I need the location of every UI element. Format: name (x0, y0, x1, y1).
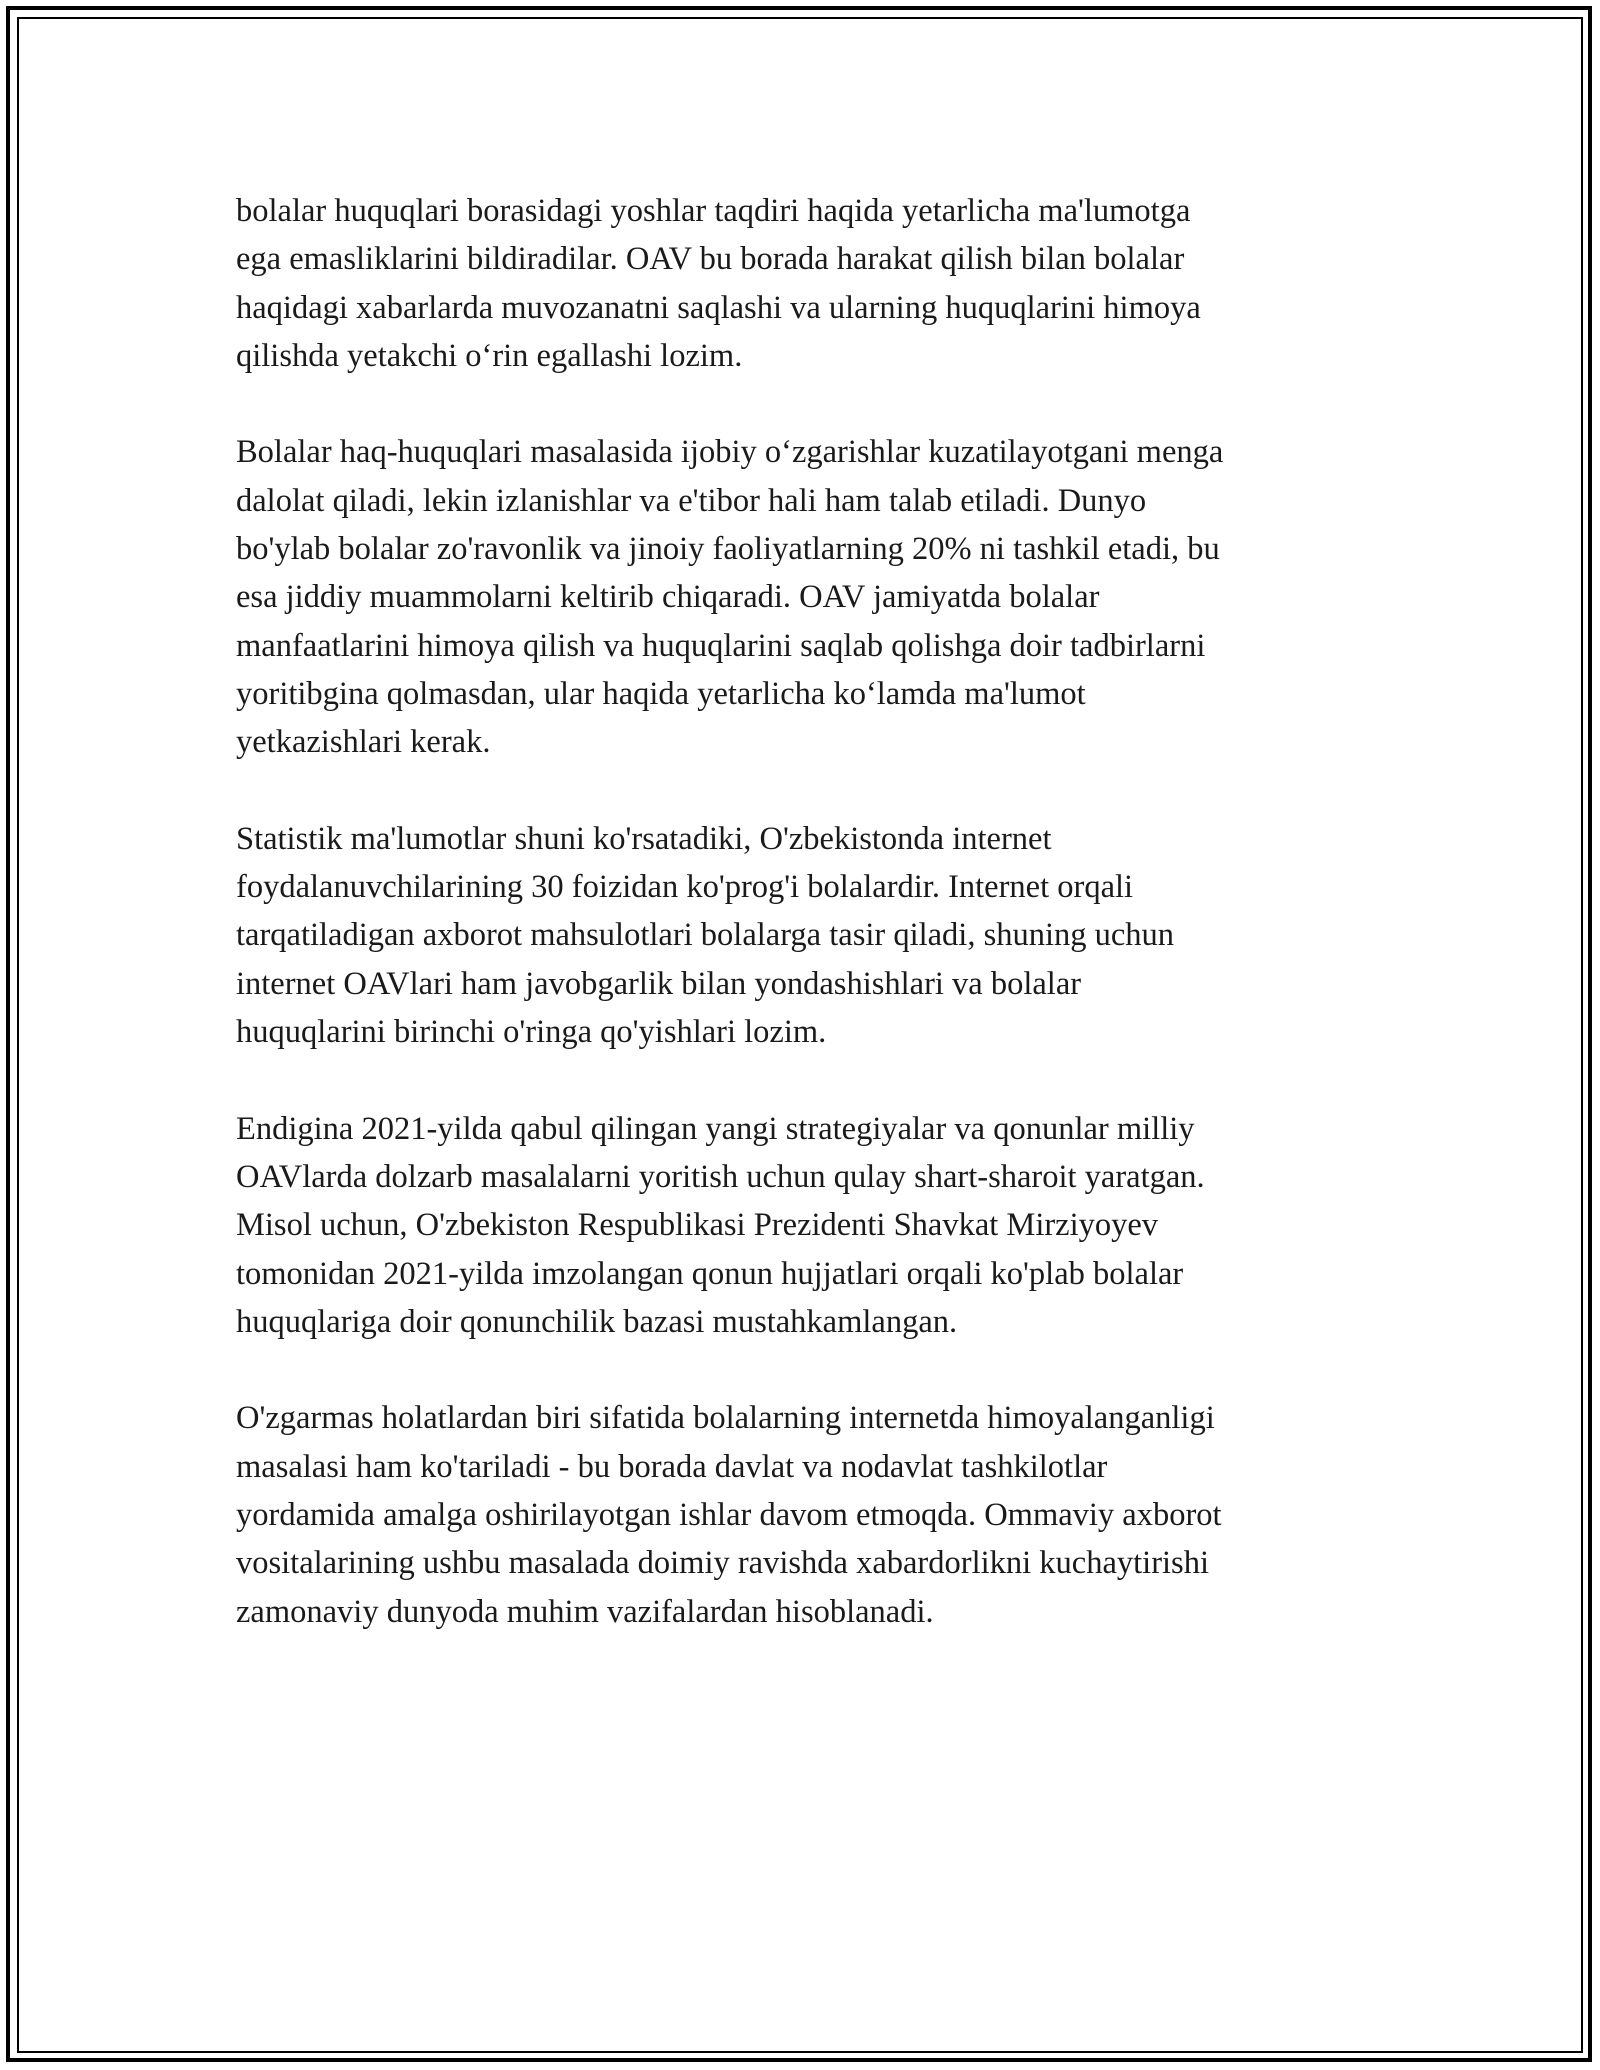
text-line: ega emasliklarini bildiradilar. OAV bu borada harakat qilish bilan bolalar (236, 241, 1185, 278)
text-line: Bolalar haq-huquqlari masalasida ijobiy oʻzgarishlar kuzatilayotgani menga (236, 434, 1224, 471)
paragraph-3 (236, 815, 1376, 1056)
text-line: esa jiddiy muammolarni keltirib chiqaradi. OAV jamiyatda bolalar (236, 579, 1100, 616)
text-line: Misol uchun, O'zbekiston Respublikasi Prezidenti Shavkat Mirziyoyev (236, 1207, 1159, 1244)
text-line: Statistik ma'lumotlar shuni ko'rsatadiki, O'zbekistonda internet (236, 820, 1052, 857)
paragraph-5 (236, 1394, 1376, 1635)
text-line: tomonidan 2021-yilda imzolangan qonun hujjatlari orqali ko'plab bolalar (236, 1255, 1184, 1292)
text-line: haqidagi xabarlarda muvozanatni saqlashi va ularning huquqlarini himoya (236, 289, 1201, 326)
text-line: yoritibgina qolmasdan, ular haqida yetarlicha koʻlamda ma'lumot (236, 675, 1086, 712)
text-line: dalolat qiladi, lekin izlanishlar va e'tibor hali ham talab etiladi. Dunyo (236, 482, 1147, 519)
text-line: huquqlariga doir qonunchilik bazasi mustahkamlangan. (236, 1303, 958, 1340)
text-line: manfaatlarini himoya qilish va huquqlarini saqlab qolishga doir tadbirlarni (236, 627, 1206, 664)
text-line: tarqatiladigan axborot mahsulotlari bolalarga tasir qiladi, shuning uchun (236, 917, 1175, 954)
text-line: yetkazishlari kerak. (236, 724, 491, 761)
text-line: yordamida amalga oshirilayotgan ishlar davom etmoqda. Ommaviy axborot (236, 1497, 1222, 1534)
text-line: O'zgarmas holatlardan biri sifatida bolalarning internetda himoyalanganligi (236, 1400, 1215, 1437)
text-line: bo'ylab bolalar zo'ravonlik va jinoiy faoliyatlarning 20% ni tashkil etadi, bu (236, 531, 1220, 568)
text-line: huquqlarini birinchi o'ringa qo'yishlari lozim. (236, 1014, 827, 1051)
text-line: zamonaviy dunyoda muhim vazifalardan hisoblanadi. (236, 1593, 934, 1630)
text-line: qilishda yetakchi oʻrin egallashi lozim. (236, 337, 743, 374)
text-line: internet OAVlari ham javobgarlik bilan yondashishlari va bolalar (236, 965, 1082, 1002)
text-line: vositalarining ushbu masalada doimiy ravishda xabardorlikni kuchaytirishi (236, 1545, 1209, 1582)
text-line: foydalanuvchilarining 30 foizidan ko'prog'i bolalardir. Internet orqali (236, 869, 1134, 906)
text-line: masalasi ham ko'tariladi - bu borada davlat va nodavlat tashkilotlar (236, 1448, 1108, 1485)
text-line: Endigina 2021-yilda qabul qilingan yangi strategiyalar va qonunlar milliy (236, 1110, 1195, 1147)
paragraph-2 (236, 428, 1376, 766)
text-line: bolalar huquqlari borasidagi yoshlar taqdiri haqida yetarlicha ma'lumotga (236, 193, 1191, 229)
document-body (236, 187, 1376, 1684)
paragraph-4 (236, 1105, 1376, 1346)
text-line: OAVlarda dolzarb masalalarni yoritish uchun qulay shart-sharoit yaratgan. (236, 1158, 1205, 1195)
paragraph-1 (236, 187, 1376, 380)
